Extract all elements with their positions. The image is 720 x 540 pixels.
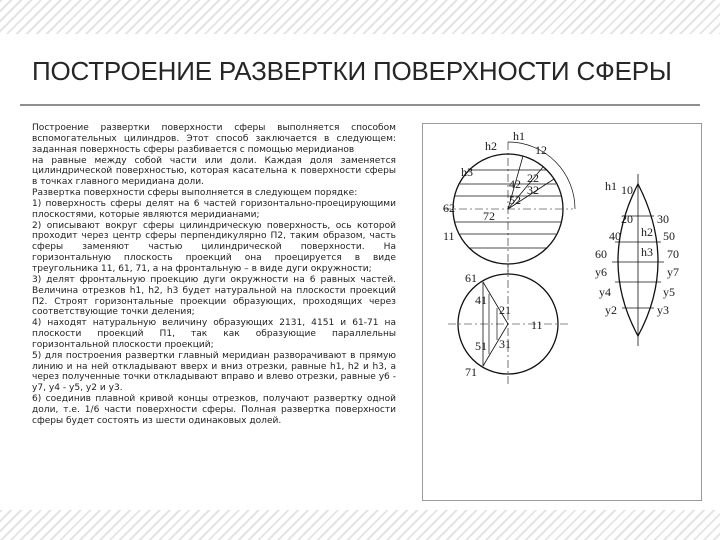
label-60: 60: [595, 247, 607, 261]
label-y7: y7: [667, 265, 679, 279]
label-y4: y4: [599, 285, 611, 299]
label-top-11: 11: [531, 318, 543, 332]
label-dev-h1: h1: [605, 179, 617, 193]
label-52: 52: [509, 193, 521, 207]
label-h2: h2: [485, 139, 497, 153]
label-y2: y2: [605, 303, 617, 317]
label-61: 61: [465, 271, 477, 285]
label-y6: y6: [595, 265, 607, 279]
bottom-stripe-decoration: [0, 510, 720, 540]
drawing-svg: [423, 124, 701, 500]
label-72: 72: [483, 209, 495, 223]
development-view: [612, 174, 664, 346]
paragraph: Развертка поверхности сферы выполняется в следующем порядке:: [32, 188, 358, 199]
slide-title: ПОСТРОЕНИЕ РАЗВЕРТКИ ПОВЕРХНОСТИ СФЕРЫ: [32, 56, 672, 86]
paragraph: Построение развертки поверхности сферы выполняется способом вспомогательных цилиндров. Этот способ заключается в следующем: заданная поверхность сферы разбивается с помощью меридианов: [32, 123, 396, 155]
label-50: 50: [663, 229, 675, 243]
label-11: 11: [443, 229, 455, 243]
label-22: 22: [527, 171, 539, 185]
paragraph: 3) делят фронтальную проекцию дуги окружности на 6 равных частей. Величина отрезков h1, h2, h3 будет натуральной на плоскости проекций П2. Строят горизонтальные проекции образующих, проходящих через соответствующие точки деления;: [32, 274, 396, 318]
title-divider: [20, 104, 700, 106]
label-31: 31: [499, 337, 511, 351]
label-20: 20: [621, 212, 633, 226]
label-10: 10: [621, 183, 633, 197]
paragraph: на равные между собой части или доли. Каждая доля заменяется цилиндрической поверхностью, которая касательна к поверхности сферы в точках главного меридиана доли.: [32, 155, 396, 188]
label-dev-h3: h3: [641, 245, 653, 259]
label-12: 12: [535, 143, 547, 157]
paragraph: 2) описывают вокруг сферы цилиндрическую поверхность, ось которой проходит через центр сферы перпендикулярно П2, таким образом, часть сферы заменяют частью цилиндрической поверхности. На горизонтальную плоскость проекций она проецируется в виде треугольника 11, 61, 71, а на фронтальную – в виде дуги окружности;: [32, 220, 396, 274]
label-71: 71: [465, 365, 477, 379]
top-stripe-decoration: [0, 0, 720, 34]
label-h1: h1: [513, 129, 525, 143]
label-70: 70: [667, 247, 679, 261]
paragraph: 6) соединив плавной кривой концы отрезков, получают развертку одной доли, т.е. 1/6 части поверхности сферы. Полная развертка поверхности сферы будет состоять из шести одинаковых долей.: [32, 394, 396, 426]
label-40: 40: [609, 229, 621, 243]
label-30: 30: [657, 212, 669, 226]
slide-body-text: [32, 123, 396, 427]
label-h3: h3: [461, 165, 473, 179]
label-y5: y5: [663, 285, 675, 299]
label-dev-h2: h2: [641, 225, 653, 239]
paragraph: 5) для построения развертки главный меридиан разворачивают в прямую линию и на ней откладывают вверх и вниз отрезки, равные h1, h2 и h3, а через полученные точки откладывают вправо и влево отрезки, равные y6 - y7, y4 - y5, y2 и y3.: [32, 350, 396, 394]
label-42: 42: [509, 177, 521, 191]
label-51: 51: [475, 339, 487, 353]
development-labels: [595, 179, 679, 317]
label-32: 32: [527, 183, 539, 197]
label-21: 21: [499, 303, 511, 317]
front-view: [443, 142, 575, 274]
paragraph: 4) находят натуральную величину образующих 2131, 4151 и 61-71 на плоскости проекций П1, так как образующие параллельны горизонтальной плоскости проекций;: [32, 318, 396, 350]
label-62: 62: [443, 201, 455, 215]
sphere-development-drawing: [422, 123, 702, 501]
label-y3: y3: [657, 303, 669, 317]
paragraph: 1) поверхность сферы делят на 6 частей горизонтально-проецирующими плоскостями, которые являются меридианами;: [32, 198, 396, 220]
label-41: 41: [475, 293, 487, 307]
